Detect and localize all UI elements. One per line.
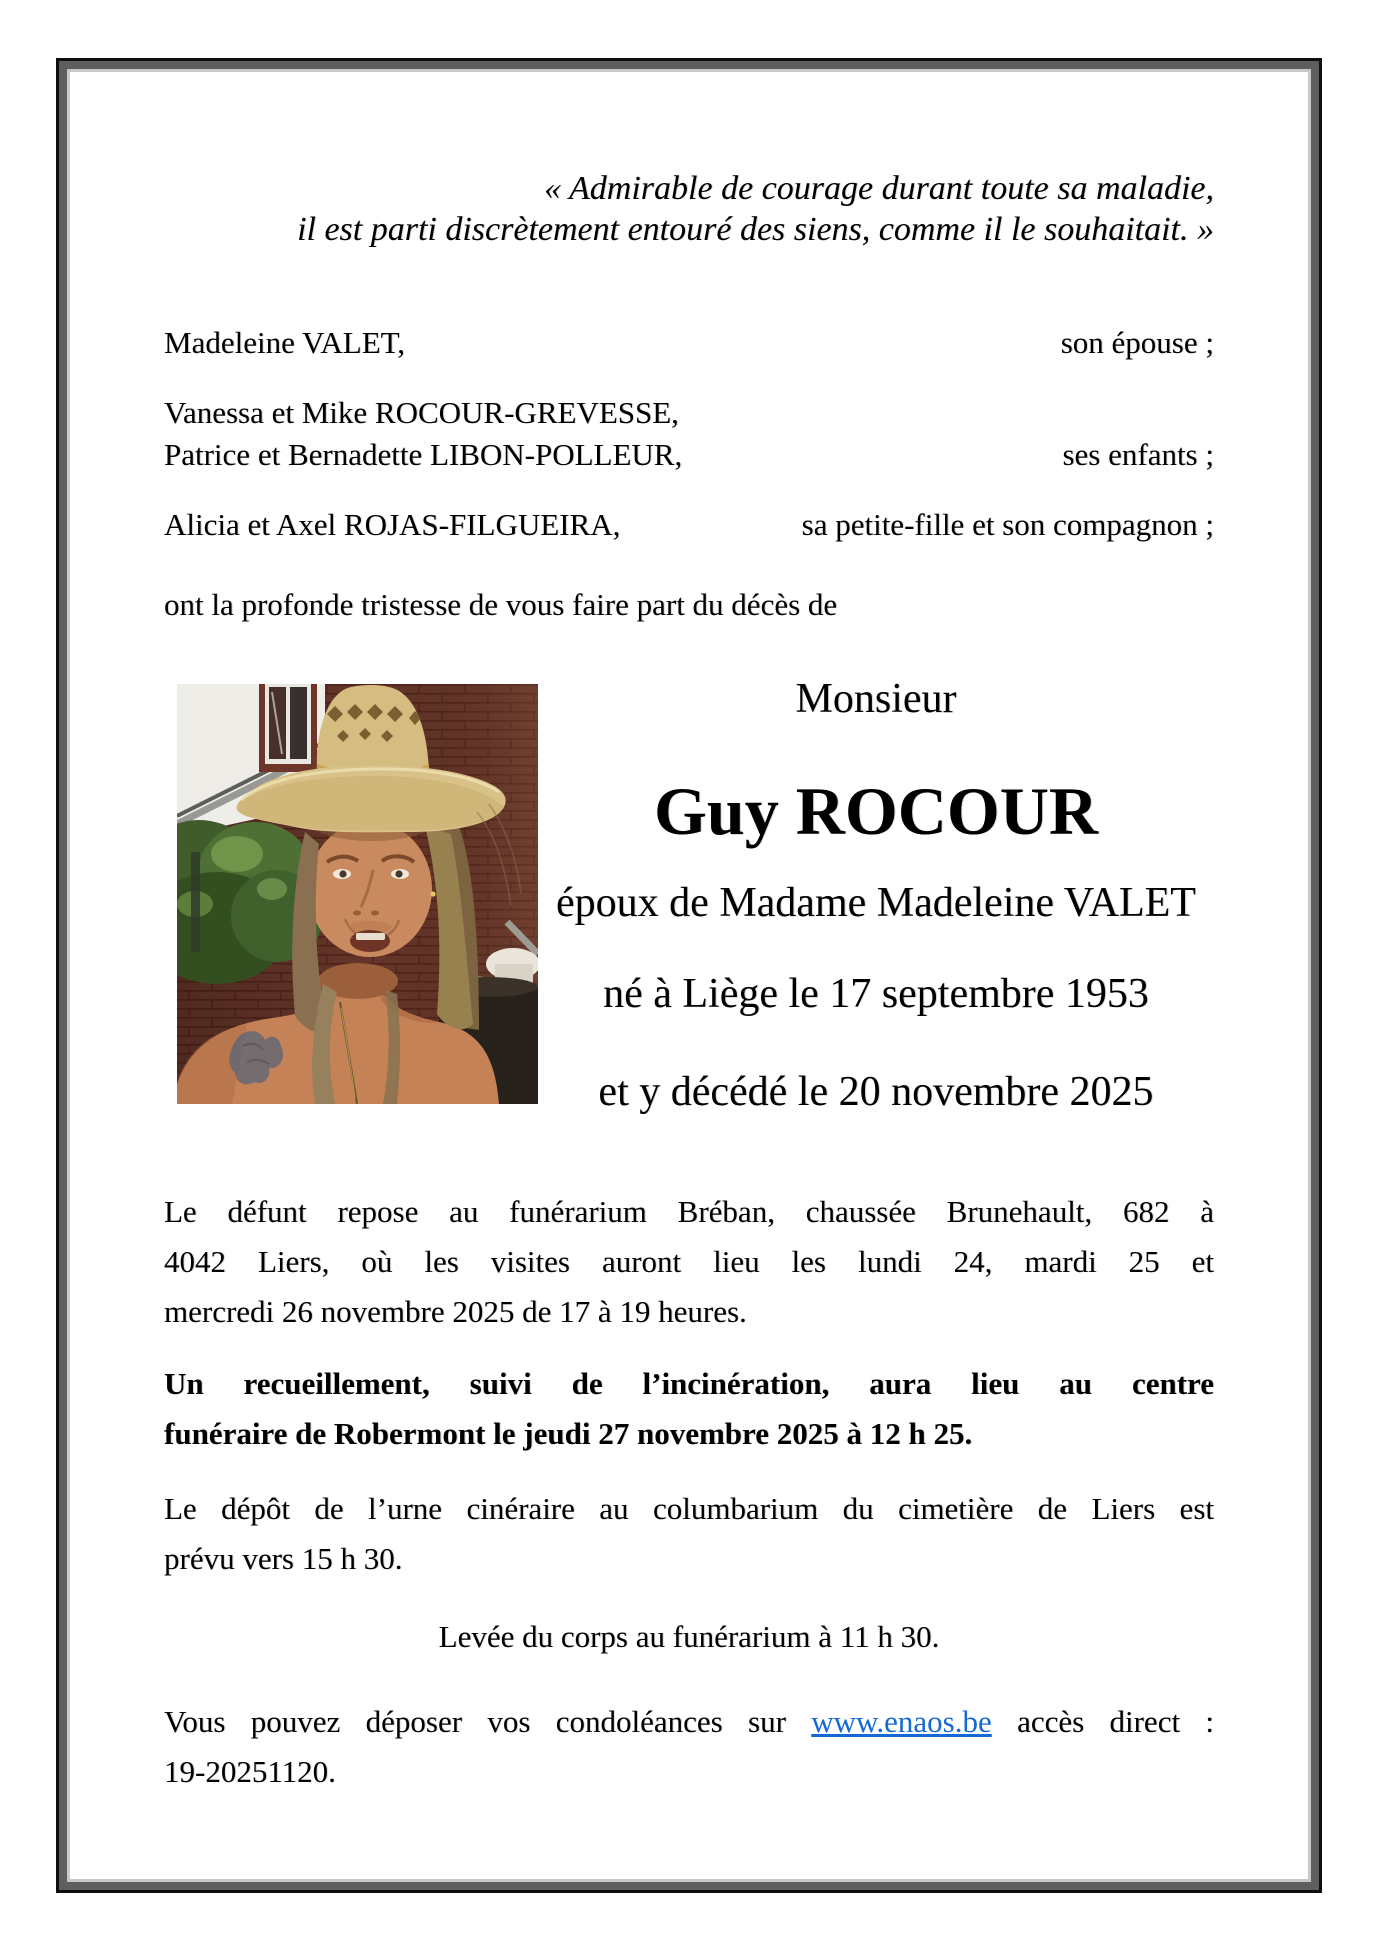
family-row-children (164, 392, 1214, 476)
announcement-line: ont la profonde tristesse de vous faire part du décès de (164, 587, 838, 622)
family-row-spouse (164, 322, 1214, 364)
wake-paragraph (164, 1187, 1214, 1337)
family-names (164, 392, 682, 476)
deceased-spouse-line: époux de Madame Madeleine VALET (556, 880, 1196, 926)
condolences-suffix: accès direct : (991, 1704, 1215, 1739)
family-names: Madeleine VALET, (164, 325, 406, 360)
ceremony-paragraph (164, 1359, 1214, 1459)
family-relation: ses enfants ; (1062, 437, 1214, 472)
deceased-section (164, 649, 1214, 1119)
deceased-title: Monsieur (795, 676, 957, 722)
frame-mid-band (59, 61, 1319, 1890)
family-names-line-1: Vanessa et Mike ROCOUR-GREVESSE, (164, 395, 679, 430)
portrait-illustration (177, 684, 538, 1104)
urn-paragraph (164, 1484, 1214, 1584)
deceased-death-line: et y décédé le 20 novembre 2025 (598, 1069, 1154, 1115)
wake-line-3: mercredi 26 novembre 2025 de 17 à 19 heures. (164, 1294, 747, 1329)
wake-line-1: Le défunt repose au funérarium Bréban, chaussée Brunehault, 682 à (164, 1194, 1214, 1229)
family-names-line-2: Patrice et Bernadette LIBON-POLLEUR, (164, 437, 683, 472)
family-names: Alicia et Axel ROJAS-FILGUEIRA, (164, 507, 621, 542)
ceremony-line-2: funéraire de Robermont le jeudi 27 novembre 2025 à 12 h 25. (164, 1416, 973, 1451)
ceremony-line-1: Un recueillement, suivi de l’incinération, aura lieu au centre (164, 1366, 1214, 1401)
family-relation: son épouse ; (1060, 325, 1214, 360)
memorial-quote (164, 168, 1214, 250)
card-content (70, 168, 1308, 1949)
enaos-link[interactable]: www.enaos.be (811, 1704, 992, 1739)
condolences-reference: 19-20251120. (164, 1754, 336, 1789)
wake-line-2: 4042 Liers, où les visites auront lieu les lundi 24, mardi 25 et (164, 1244, 1214, 1279)
quote-line-1: « Admirable de courage durant toute sa maladie, (544, 170, 1214, 207)
urn-line-1: Le dépôt de l’urne cinéraire au columbarium du cimetière de Liers est (164, 1491, 1214, 1526)
quote-line-2: il est parti discrètement entouré des siens, comme il le souhaitait. » (297, 211, 1214, 248)
family-relation: sa petite-fille et son compagnon ; (801, 507, 1214, 542)
document-frame (56, 58, 1322, 1893)
urn-line-2: prévu vers 15 h 30. (164, 1541, 403, 1576)
deceased-birth-line: né à Liège le 17 septembre 1953 (603, 971, 1149, 1017)
levee-line: Levée du corps au funérarium à 11 h 30. (438, 1619, 940, 1654)
deceased-name: Guy ROCOUR (654, 773, 1098, 849)
frame-inner-band (67, 69, 1311, 1882)
condolences-prefix: Vous pouvez déposer vos condoléances sur (164, 1704, 812, 1739)
condolences-paragraph (164, 1697, 1214, 1797)
deceased-text-column (538, 649, 1214, 1119)
family-row-granddaughter (164, 504, 1214, 546)
portrait-photo (177, 684, 538, 1104)
condolences-line-1 (164, 1697, 1214, 1747)
